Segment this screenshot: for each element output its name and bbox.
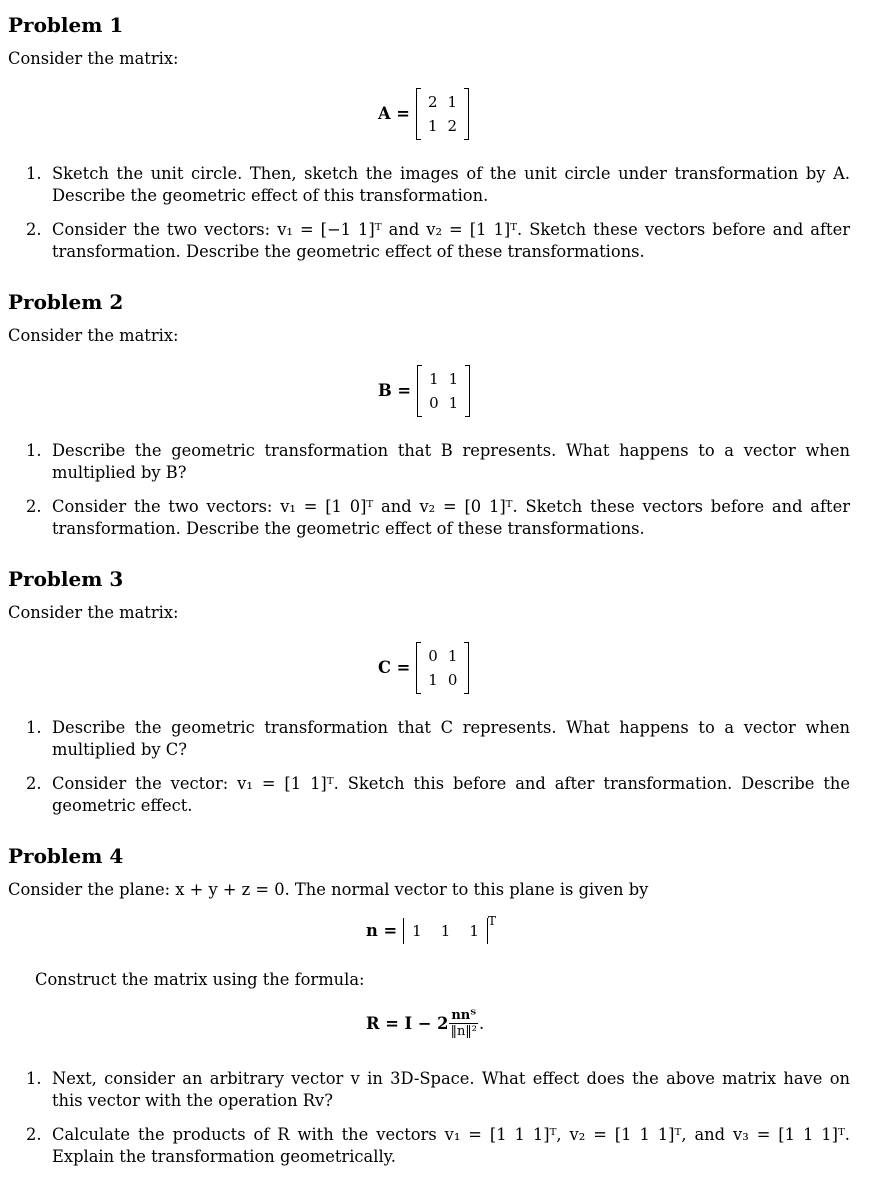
n-vector: 1 1 1 $^T$ (403, 918, 496, 944)
formula-lhs: R = I − 2 (366, 1013, 449, 1033)
problem-1-title: Problem 1 (8, 13, 124, 37)
matrix-c-label: C = (378, 658, 411, 677)
problem-3-title: Problem 3 (8, 567, 124, 591)
n-label: n = (366, 921, 398, 940)
item-text: Consider the vector: v₁ = [1 1]ᵀ. Sketch this before and after transformation. Describe the geometric effect. (52, 774, 850, 815)
item-text: Describe the geometric transformation that B represents. What happens to a vector when multiplied by B? (52, 441, 850, 482)
problem-4-intro: Consider the plane: x + y + z = 0. The normal vector to this plane is given by (8, 880, 649, 899)
matrix-a (416, 88, 469, 140)
problem-2-list (26, 440, 850, 552)
matrix-cell: 2 (447, 117, 458, 135)
problem-1-list (26, 163, 850, 275)
item-number: 1. (26, 1069, 42, 1088)
item-number: 1. (26, 164, 42, 183)
matrix-b (417, 365, 470, 417)
item-text: Consider the two vectors: v₁ = [−1 1]ᵀ and v₂ = [1 1]ᵀ. Sketch these vectors before and after transformation. Describe the geometric effect of these transformations. (52, 220, 850, 261)
list-item (26, 496, 850, 540)
list-item (26, 1068, 850, 1112)
item-number: 2. (26, 220, 42, 239)
list-item (26, 717, 850, 761)
problem-2-intro: Consider the matrix: (8, 326, 179, 345)
matrix-cell: 2 (427, 93, 438, 111)
item-text: Sketch the unit circle. Then, sketch the images of the unit circle under transformation by A. Describe the geometric effect of this transformation. (52, 164, 850, 205)
matrix-b-equation (378, 365, 470, 417)
list-item (26, 219, 850, 263)
item-text: Describe the geometric transformation that C represents. What happens to a vector when multiplied by C? (52, 718, 850, 759)
problem-3-intro: Consider the matrix: (8, 603, 179, 622)
problem-2-title: Problem 2 (8, 290, 124, 314)
item-number: 2. (26, 774, 42, 793)
matrix-cell: 1 (448, 394, 459, 412)
matrix-c (416, 642, 469, 694)
formula-fraction (448, 1008, 479, 1039)
item-text: Calculate the products of R with the vectors v₁ = [1 1 1]ᵀ, v₂ = [1 1 1]ᵀ, and v₃ = [1 1 1]ᵀ. Explain the transformation geometrically. (52, 1125, 850, 1166)
list-item (26, 773, 850, 817)
fraction-numerator: nnᵀ (451, 1008, 477, 1023)
matrix-cell: 0 (429, 394, 439, 412)
fraction-denominator: ‖n‖² (450, 1024, 478, 1039)
matrix-c-equation (378, 642, 469, 694)
problem-4-list (26, 1068, 850, 1180)
problem-3-list (26, 717, 850, 829)
vector-entry: 1 (440, 922, 451, 940)
matrix-cell: 1 (428, 671, 438, 689)
list-item (26, 1124, 850, 1168)
problem-1-intro: Consider the matrix: (8, 49, 179, 68)
item-number: 2. (26, 1125, 42, 1144)
construct-text: Construct the matrix using the formula: (35, 970, 365, 989)
reflection-formula (366, 1008, 484, 1039)
matrix-cell: 1 (429, 370, 439, 388)
formula-end: . (479, 1013, 485, 1033)
normal-vector-equation (366, 914, 496, 944)
item-number: 1. (26, 441, 42, 460)
matrix-cell: 1 (427, 117, 438, 135)
item-number: 1. (26, 718, 42, 737)
list-item (26, 163, 850, 207)
matrix-cell: 0 (447, 671, 458, 689)
matrix-a-label: A = (378, 104, 410, 123)
list-item (26, 440, 850, 484)
matrix-b-label: B = (378, 381, 412, 400)
matrix-a-equation (378, 88, 469, 140)
vector-entry: 1 (469, 922, 479, 940)
matrix-cell: 1 (447, 93, 458, 111)
matrix-cell: 0 (428, 647, 438, 665)
item-number: 2. (26, 497, 42, 516)
problem-4-title: Problem 4 (8, 844, 124, 868)
vector-entry: 1 (412, 922, 422, 940)
matrix-cell: 1 (447, 647, 458, 665)
item-text: Next, consider an arbitrary vector v in 3D-Space. What effect does the above matrix have on this vector with the operation Rv? (52, 1069, 850, 1110)
matrix-cell: 1 (448, 370, 459, 388)
item-text: Consider the two vectors: v₁ = [1 0]ᵀ and v₂ = [0 1]ᵀ. Sketch these vectors before and after transformation. Describe the geometric effect of these transformations. (52, 497, 850, 538)
